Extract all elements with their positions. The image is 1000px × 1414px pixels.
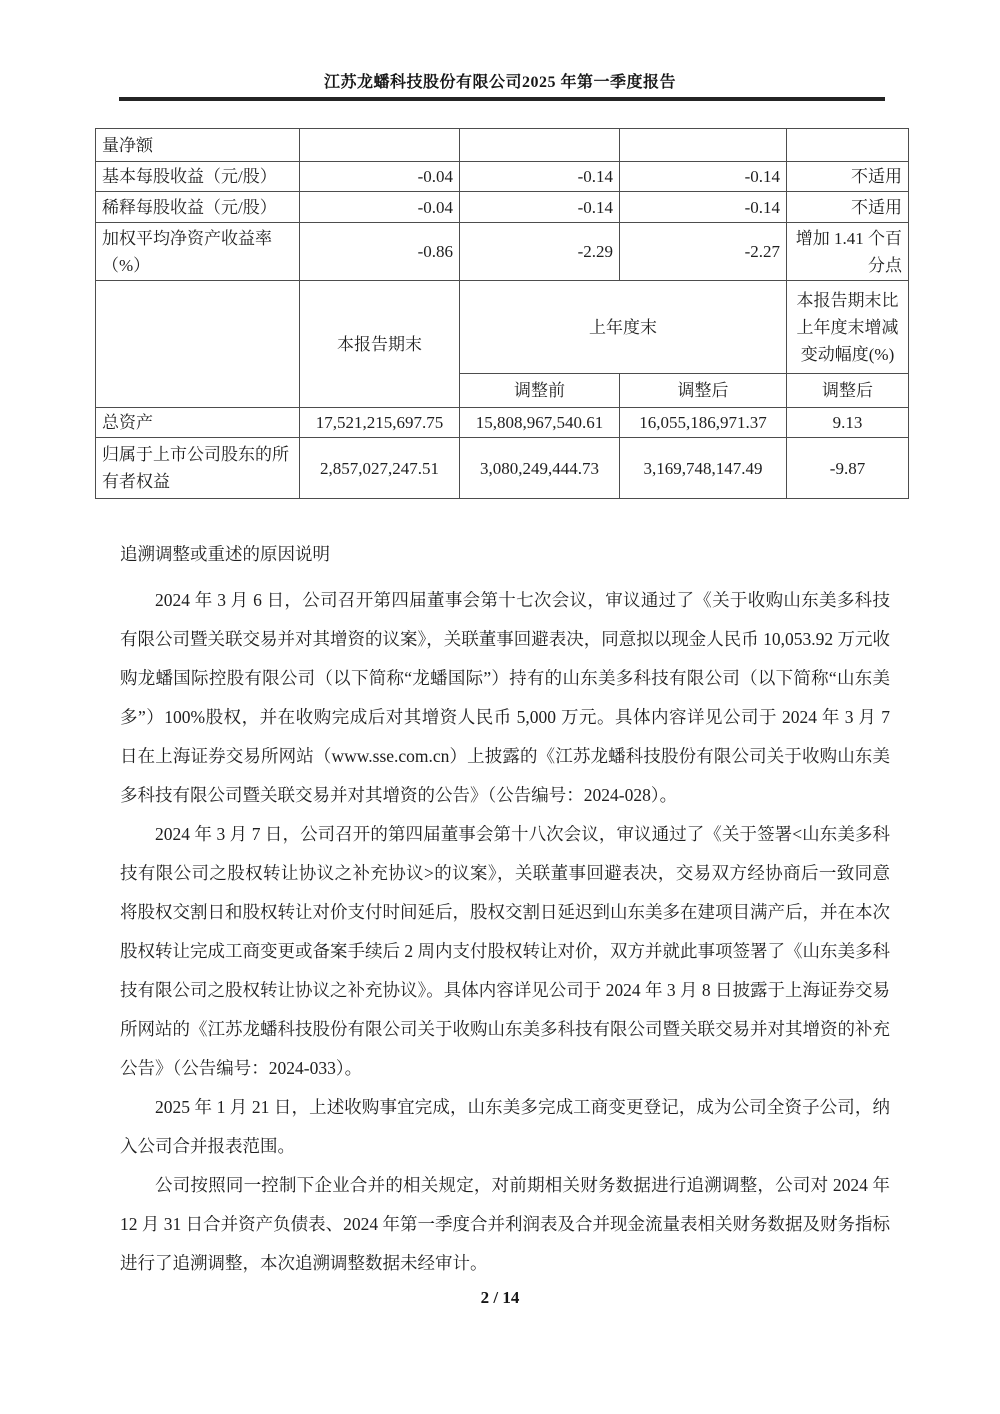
row-period-header [96, 281, 909, 374]
total-assets-label: 总资产 [96, 408, 300, 438]
header-rule [119, 97, 885, 101]
financial-indicators-table-wrap [95, 128, 909, 499]
basic-eps-change: 不适用 [787, 162, 909, 192]
row-cashflow-label-tail [96, 129, 909, 162]
paragraph-acquisition-resolution: 2024 年 3 月 6 日，公司召开第四届董事会第十七次会议，审议通过了《关于收购山东美多科技有限公司暨关联交易并对其增资的议案》，关联董事回避表决，同意拟以现金人民币 10,053.92 万元收购龙蟠国际控股有限公司（以下简称“龙蟠国际”）持有的山东美多科技有限公司（以下简称“山东美多”）100%股权，并在收购完成后对其增资人民币 5,000 万元。具体内容详见公司于 2024 年 3 月 7 日在上海证券交易所网站（www.sse.com.cn）上披露的《江苏龙蟠科技股份有限公司关于收购山东美多科技有限公司暨关联交易并对其增资的公告》（公告编号：2024-028）。 [120, 590, 890, 805]
cashflow-tail-adj-after [620, 129, 787, 162]
diluted-eps-current: -0.04 [300, 192, 460, 223]
cashflow-tail-change [787, 129, 909, 162]
total-assets-adj-before: 15,808,967,540.61 [460, 408, 620, 438]
diluted-eps-label: 稀释每股收益（元/股） [96, 192, 300, 223]
subheader-after-adjustment-change: 调整后 [787, 374, 909, 408]
owners-equity-adj-before: 3,080,249,444.73 [460, 438, 620, 499]
row-weighted-roe [96, 223, 909, 281]
basic-eps-adj-before: -0.14 [460, 162, 620, 192]
paragraph-supplementary-agreement: 2024 年 3 月 7 日，公司召开的第四届董事会第十八次会议，审议通过了《关于签署<山东美多科技有限公司之股权转让协议之补充协议>的议案》，关联董事回避表决，交易双方经协商后一致同意将股权交割日和股权转让对价支付时间延后，股权交割日延迟到山东美多在建项目满产后，并在本次股权转让完成工商变更或备案手续后 2 周内支付股权转让对价，双方并就此事项签署了《山东美多科技有限公司之股权转让协议之补充协议》。具体内容详见公司于 2024 年 3 月 8 日披露于上海证券交易所网站的《江苏龙蟠科技股份有限公司关于收购山东美多科技有限公司暨关联交易并对其增资的补充公告》（公告编号：2024-033）。 [120, 824, 890, 1078]
subheader-after-adjustment: 调整后 [620, 374, 787, 408]
owners-equity-label: 归属于上市公司股东的所有者权益 [96, 438, 300, 499]
row-diluted-eps [96, 192, 909, 223]
owners-equity-adj-after: 3,169,748,147.49 [620, 438, 787, 499]
header-prior-year-end: 上年度末 [460, 281, 787, 374]
roe-adj-after: -2.27 [620, 223, 787, 281]
basic-eps-current: -0.04 [300, 162, 460, 192]
subheader-before-adjustment: 调整前 [460, 374, 620, 408]
row-total-assets [96, 408, 909, 438]
cashflow-tail-current [300, 129, 460, 162]
header-current-period: 本报告期末 [300, 281, 460, 408]
roe-change: 增加 1.41 个百分点 [787, 223, 909, 281]
roe-adj-before: -2.29 [460, 223, 620, 281]
total-assets-adj-after: 16,055,186,971.37 [620, 408, 787, 438]
roe-label: 加权平均净资产收益率（%） [96, 223, 300, 281]
adjustment-explanation-section [120, 535, 890, 1283]
header-change-pct: 本报告期末比上年度末增减变动幅度(%) [787, 281, 909, 374]
total-assets-current: 17,521,215,697.75 [300, 408, 460, 438]
period-header-empty-cell [96, 281, 300, 408]
row-owners-equity [96, 438, 909, 499]
row-basic-eps [96, 162, 909, 192]
diluted-eps-adj-before: -0.14 [460, 192, 620, 223]
cashflow-tail-adj-before [460, 129, 620, 162]
financial-indicators-table [95, 128, 909, 499]
owners-equity-current: 2,857,027,247.51 [300, 438, 460, 499]
basic-eps-label: 基本每股收益（元/股） [96, 162, 300, 192]
diluted-eps-change: 不适用 [787, 192, 909, 223]
page-header-title: 江苏龙蟠科技股份有限公司2025 年第一季度报告 [323, 74, 676, 91]
paragraph-retrospective-adjustment: 公司按照同一控制下企业合并的相关规定，对前期相关财务数据进行追溯调整，公司对 2024 年 12 月 31 日合并资产负债表、2024 年第一季度合并利润表及合并现金流量表相关财务数据及财务指标进行了追溯调整，本次追溯调整数据未经审计。 [120, 1175, 890, 1273]
cashflow-tail-label: 量净额 [96, 129, 300, 162]
page-number: 2 / 14 [480, 1288, 520, 1307]
paragraph-completion: 2025 年 1 月 21 日，上述收购事宜完成，山东美多完成工商变更登记，成为公司全资子公司，纳入公司合并报表范围。 [120, 1097, 890, 1156]
roe-current: -0.86 [300, 223, 460, 281]
total-assets-change: 9.13 [787, 408, 909, 438]
owners-equity-change: -9.87 [787, 438, 909, 499]
diluted-eps-adj-after: -0.14 [620, 192, 787, 223]
section-heading: 追溯调整或重述的原因说明 [120, 544, 330, 564]
basic-eps-adj-after: -0.14 [620, 162, 787, 192]
